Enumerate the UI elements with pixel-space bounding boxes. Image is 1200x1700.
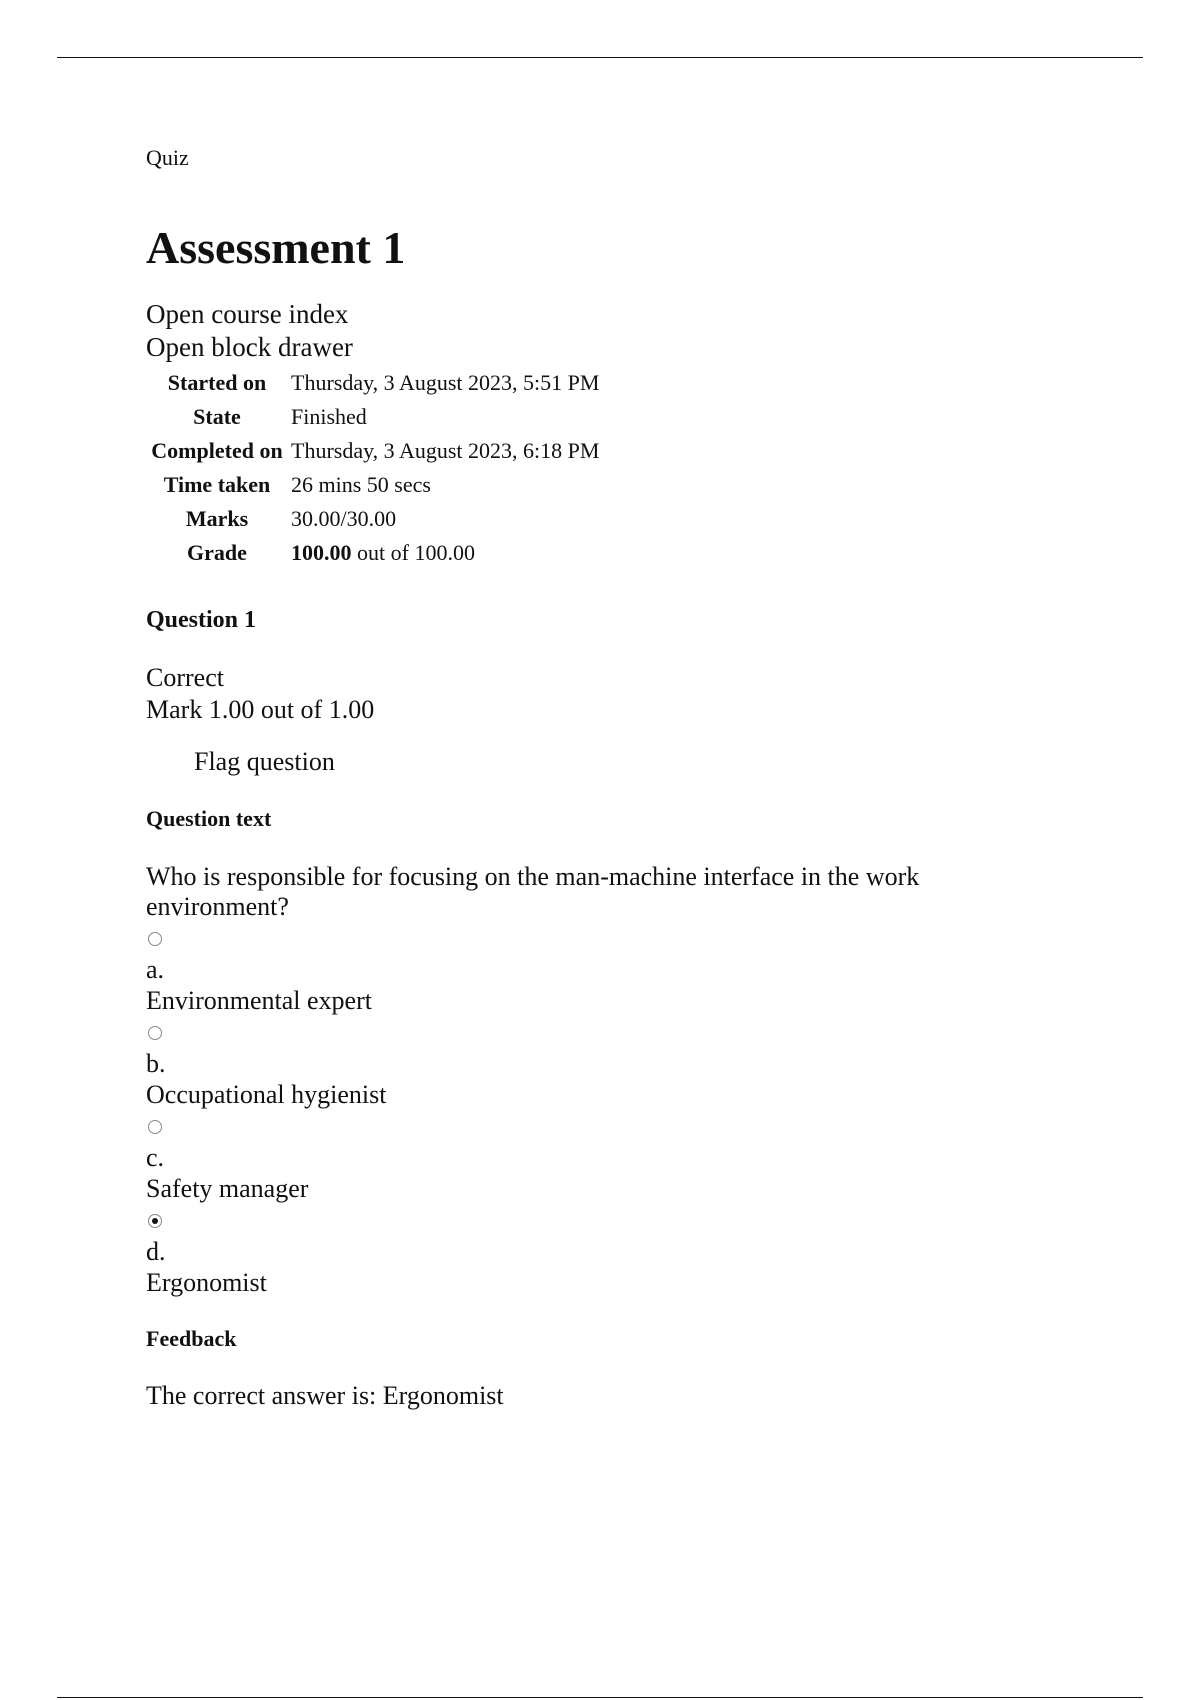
- grade-label: Grade: [187, 540, 247, 565]
- option-a-text: Environmental expert: [146, 986, 372, 1015]
- summary-row-completed-on: [143, 434, 599, 468]
- state-label: State: [193, 404, 241, 429]
- option-d-text: Ergonomist: [146, 1268, 267, 1297]
- summary-row-marks: [143, 502, 599, 536]
- option-c[interactable]: [146, 1120, 1106, 1204]
- state-value: Finished: [291, 404, 367, 429]
- nav-links: [146, 298, 1106, 364]
- feedback-label: Feedback: [146, 1326, 237, 1351]
- question-prompt: Who is responsible for focusing on the man-machine interface in the work environment?: [146, 862, 920, 921]
- summary-row-started-on: [143, 366, 599, 400]
- option-d-letter: d.: [146, 1237, 166, 1266]
- breadcrumb: Quiz: [146, 145, 189, 170]
- option-b-text: Occupational hygienist: [146, 1080, 387, 1109]
- question-status-block: [146, 662, 1106, 726]
- question-mark: Mark 1.00 out of 1.00: [146, 695, 375, 724]
- correct-answer-feedback: The correct answer is: Ergonomist: [146, 1381, 504, 1410]
- summary-row-time-taken: [143, 468, 599, 502]
- question-status: Correct: [146, 663, 224, 692]
- time-taken-value: 26 mins 50 secs: [291, 472, 431, 497]
- option-c-text: Safety manager: [146, 1174, 309, 1203]
- quiz-review-page: [146, 140, 1106, 1412]
- summary-row-grade: [143, 536, 599, 570]
- option-b[interactable]: [146, 1026, 1106, 1110]
- marks-value: 30.00/30.00: [291, 506, 397, 531]
- bottom-rule: [57, 1697, 1143, 1698]
- page-title: Assessment 1: [146, 222, 406, 273]
- time-taken-label: Time taken: [163, 472, 271, 497]
- grade-out-of: out of 100.00: [351, 540, 475, 565]
- option-d[interactable]: [146, 1214, 1106, 1298]
- option-a-radio[interactable]: [148, 932, 162, 946]
- option-b-letter: b.: [146, 1049, 166, 1078]
- option-d-radio[interactable]: [148, 1214, 162, 1228]
- question-text-label: Question text: [146, 806, 272, 831]
- option-c-letter: c.: [146, 1143, 165, 1172]
- option-c-radio[interactable]: [148, 1120, 162, 1134]
- flag-question-link[interactable]: Flag question: [194, 747, 335, 776]
- option-a[interactable]: [146, 932, 1106, 1016]
- grade-value: [291, 536, 599, 570]
- option-a-letter: a.: [146, 955, 165, 984]
- question-heading: Question 1: [146, 607, 257, 633]
- attempt-summary-table: [143, 366, 599, 570]
- started-on-label: Started on: [167, 370, 267, 395]
- option-b-radio[interactable]: [148, 1026, 162, 1040]
- top-rule: [57, 57, 1143, 58]
- marks-label: Marks: [185, 506, 249, 531]
- open-course-index-link[interactable]: Open course index: [146, 299, 349, 329]
- answer-options: [146, 932, 1106, 1298]
- grade-score: 100.00: [291, 540, 352, 565]
- summary-row-state: [143, 400, 599, 434]
- started-on-value: Thursday, 3 August 2023, 5:51 PM: [291, 370, 600, 395]
- completed-on-value: Thursday, 3 August 2023, 6:18 PM: [291, 438, 600, 463]
- open-block-drawer-link[interactable]: Open block drawer: [146, 332, 353, 362]
- completed-on-label: Completed on: [151, 438, 283, 463]
